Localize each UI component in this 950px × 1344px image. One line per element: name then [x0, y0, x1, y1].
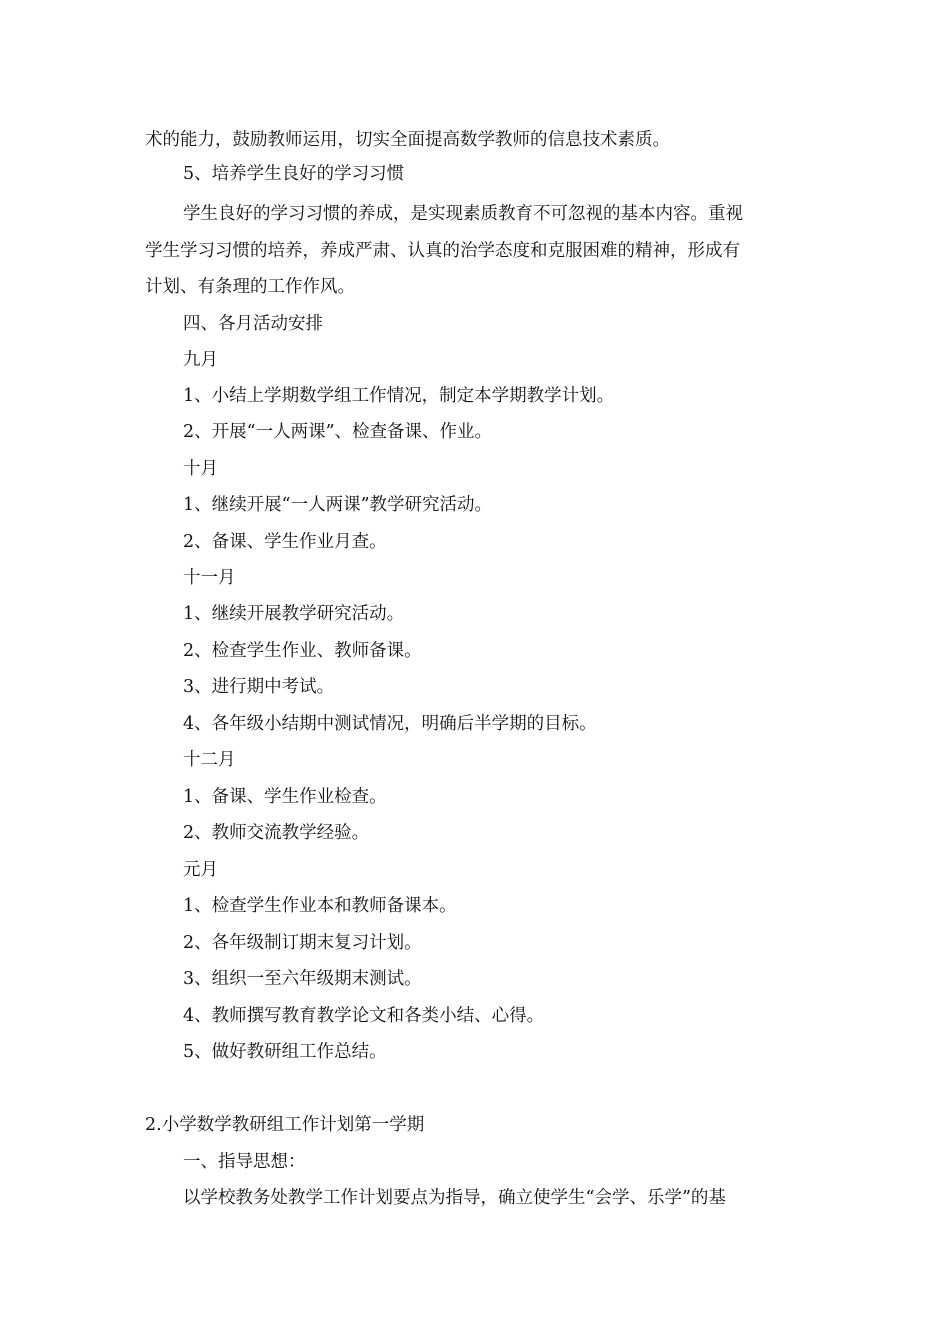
month-heading: 十一月	[183, 568, 236, 588]
paragraph-line: 计划、有条理的工作作风。	[145, 277, 355, 297]
paragraph-line: 学生学习习惯的培养，养成严肃、认真的治学态度和克服困难的精神，形成有	[145, 241, 740, 261]
section-heading: 一、指导思想：	[183, 1152, 306, 1172]
list-item: 2、教师交流教学经验。	[183, 823, 370, 843]
month-heading: 十二月	[183, 750, 236, 770]
list-item: 1、继续开展教学研究活动。	[183, 604, 405, 624]
month-heading: 元月	[183, 860, 218, 880]
list-item: 2、检查学生作业、教师备课。	[183, 641, 422, 661]
paragraph-line: 以学校教务处教学工作计划要点为指导，确立使学生“会学、乐学”的基	[183, 1188, 726, 1208]
section-heading: 四、各月活动安排	[183, 314, 323, 334]
list-item: 1、继续开展“一人两课”教学研究活动。	[183, 495, 493, 515]
list-item: 1、小结上学期数学组工作情况，制定本学期教学计划。	[183, 386, 615, 406]
list-item: 1、备课、学生作业检查。	[183, 787, 387, 807]
list-item: 2、各年级制订期末复习计划。	[183, 933, 422, 953]
list-item: 5、做好教研组工作总结。	[183, 1042, 387, 1062]
list-item: 5、培养学生良好的学习习惯	[183, 164, 405, 184]
paragraph-line: 学生良好的学习习惯的养成，是实现素质教育不可忽视的基本内容。重视	[183, 204, 743, 224]
month-heading: 十月	[183, 459, 218, 479]
paragraph-continuation: 术的能力，鼓励教师运用，切实全面提高数学教师的信息技术素质。	[145, 130, 670, 150]
list-item: 4、教师撰写教育教学论文和各类小结、心得。	[183, 1006, 545, 1026]
list-item: 2、开展“一人两课”、检查备课、作业。	[183, 422, 493, 442]
list-item: 3、组织一至六年级期末测试。	[183, 969, 422, 989]
month-heading: 九月	[183, 350, 218, 370]
list-item: 4、各年级小结期中测试情况，明确后半学期的目标。	[183, 714, 597, 734]
list-item: 2、备课、学生作业月查。	[183, 532, 387, 552]
list-item: 3、进行期中考试。	[183, 677, 335, 697]
list-item: 1、检查学生作业本和教师备课本。	[183, 896, 457, 916]
document-title: 2.小学数学教研组工作计划第一学期	[145, 1115, 425, 1135]
